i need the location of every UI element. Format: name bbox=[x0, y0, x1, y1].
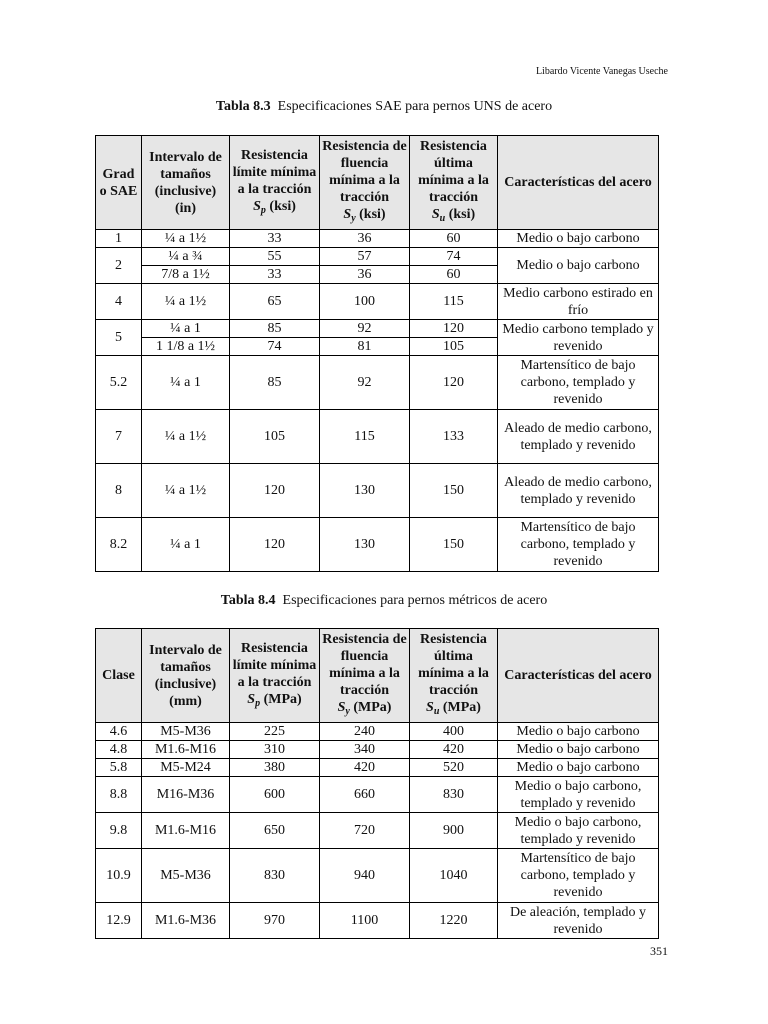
ultimate-cell: 74 bbox=[410, 248, 498, 266]
size-cell: 7/8 a 1½ bbox=[142, 266, 230, 284]
yield-cell: 340 bbox=[320, 741, 410, 759]
yield-cell: 130 bbox=[320, 518, 410, 572]
ultimate-cell: 105 bbox=[410, 338, 498, 356]
characteristics-cell: Medio carbono estirado en frío bbox=[498, 284, 659, 320]
yield-cell: 130 bbox=[320, 464, 410, 518]
table1-header-characteristics: Características del acero bbox=[498, 136, 659, 230]
proof-cell: 33 bbox=[230, 230, 320, 248]
size-cell: ¼ a 1 bbox=[142, 356, 230, 410]
yield-cell: 92 bbox=[320, 320, 410, 338]
table2-header-proof-symbol: S bbox=[247, 691, 256, 707]
ultimate-cell: 1040 bbox=[410, 849, 498, 903]
table-metric-bolt-specs bbox=[95, 628, 659, 939]
table1-header-yield-unit: (ksi) bbox=[359, 207, 386, 222]
yield-cell: 1100 bbox=[320, 903, 410, 939]
table-row bbox=[96, 813, 659, 849]
table-row bbox=[96, 410, 659, 464]
size-cell: M5-M36 bbox=[142, 723, 230, 741]
ultimate-cell: 900 bbox=[410, 813, 498, 849]
yield-cell: 240 bbox=[320, 723, 410, 741]
table2-header-characteristics: Características del acero bbox=[498, 629, 659, 723]
table-row bbox=[96, 284, 659, 320]
characteristics-cell: Medio o bajo carbono bbox=[498, 723, 659, 741]
ultimate-cell: 150 bbox=[410, 464, 498, 518]
proof-cell: 120 bbox=[230, 518, 320, 572]
proof-cell: 85 bbox=[230, 356, 320, 410]
running-header-author: Libardo Vicente Vanegas Useche bbox=[535, 66, 668, 77]
ultimate-cell: 420 bbox=[410, 741, 498, 759]
ultimate-cell: 133 bbox=[410, 410, 498, 464]
table1-header-yield-symbol: S bbox=[343, 207, 352, 222]
table1-header-proof-sub: p bbox=[260, 204, 266, 216]
table1-header-yield bbox=[320, 136, 410, 230]
characteristics-cell: Medio o bajo carbono bbox=[498, 230, 659, 248]
table2-caption-label: Tabla 8.4 bbox=[220, 593, 276, 608]
yield-cell: 720 bbox=[320, 813, 410, 849]
size-cell: M1.6-M16 bbox=[142, 813, 230, 849]
table1-caption-text: Especificaciones SAE para pernos UNS de acero bbox=[277, 99, 553, 114]
size-cell: ¼ a ¾ bbox=[142, 248, 230, 266]
grade-cell: 5.2 bbox=[96, 356, 142, 410]
ultimate-cell: 150 bbox=[410, 518, 498, 572]
yield-cell: 100 bbox=[320, 284, 410, 320]
size-cell: M1.6-M16 bbox=[142, 741, 230, 759]
yield-cell: 36 bbox=[320, 266, 410, 284]
yield-cell: 420 bbox=[320, 759, 410, 777]
table-row bbox=[96, 903, 659, 939]
table2-header-row bbox=[96, 629, 659, 723]
grade-cell: 7 bbox=[96, 410, 142, 464]
size-cell: ¼ a 1 bbox=[142, 518, 230, 572]
grade-cell: 4 bbox=[96, 284, 142, 320]
proof-cell: 55 bbox=[230, 248, 320, 266]
characteristics-cell: Aleado de medio carbono, templado y revenido bbox=[498, 464, 659, 518]
proof-cell: 85 bbox=[230, 320, 320, 338]
table-row bbox=[96, 759, 659, 777]
yield-cell: 57 bbox=[320, 248, 410, 266]
characteristics-cell: Martensítico de bajo carbono, templado y revenido bbox=[498, 518, 659, 572]
table-sae-bolt-specs bbox=[95, 135, 659, 572]
grade-cell: 5 bbox=[96, 320, 142, 356]
table1-caption-label: Tabla 8.3 bbox=[215, 99, 271, 114]
grade-cell: 9.8 bbox=[96, 813, 142, 849]
table-row bbox=[96, 356, 659, 410]
proof-cell: 105 bbox=[230, 410, 320, 464]
table1-header-proof bbox=[230, 136, 320, 230]
table-row bbox=[96, 518, 659, 572]
table2-header-proof-text: Resistencia límite mínima a la tracción bbox=[232, 640, 317, 690]
table2-caption-text: Especificaciones para pernos métricos de acero bbox=[282, 593, 548, 608]
grade-cell: 4.8 bbox=[96, 741, 142, 759]
grade-cell: 8.2 bbox=[96, 518, 142, 572]
size-cell: M16-M36 bbox=[142, 777, 230, 813]
ultimate-cell: 60 bbox=[410, 230, 498, 248]
ultimate-cell: 120 bbox=[410, 320, 498, 338]
characteristics-cell: Medio o bajo carbono, templado y revenido bbox=[498, 813, 659, 849]
ultimate-cell: 60 bbox=[410, 266, 498, 284]
size-cell: ¼ a 1½ bbox=[142, 410, 230, 464]
table1-header-proof-symbol: S bbox=[253, 198, 261, 214]
grade-cell: 5.8 bbox=[96, 759, 142, 777]
size-cell: M5-M24 bbox=[142, 759, 230, 777]
table1-header-ultimate bbox=[410, 136, 498, 230]
proof-cell: 380 bbox=[230, 759, 320, 777]
ultimate-cell: 120 bbox=[410, 356, 498, 410]
ultimate-cell: 830 bbox=[410, 777, 498, 813]
grade-cell: 1 bbox=[96, 230, 142, 248]
characteristics-cell: Medio o bajo carbono bbox=[498, 759, 659, 777]
grade-cell: 8 bbox=[96, 464, 142, 518]
table2-header-ult-sub: u bbox=[433, 706, 440, 717]
table1-header-grade: Grad o SAE bbox=[96, 136, 142, 230]
proof-cell: 650 bbox=[230, 813, 320, 849]
ultimate-cell: 400 bbox=[410, 723, 498, 741]
table1-header-proof-unit: (ksi) bbox=[269, 198, 296, 214]
proof-cell: 310 bbox=[230, 741, 320, 759]
table-row bbox=[96, 741, 659, 759]
characteristics-cell: De aleación, templado y revenido bbox=[498, 903, 659, 939]
table1-header-proof-text: Resistencia límite mínima a la tracción bbox=[232, 147, 317, 197]
ultimate-cell: 115 bbox=[410, 284, 498, 320]
size-cell: ¼ a 1½ bbox=[142, 284, 230, 320]
table2-header-yield-unit: (MPa) bbox=[353, 700, 392, 715]
proof-cell: 33 bbox=[230, 266, 320, 284]
table2-header-yield-symbol: S bbox=[337, 700, 346, 715]
size-cell: M5-M36 bbox=[142, 849, 230, 903]
size-cell: M1.6-M36 bbox=[142, 903, 230, 939]
size-cell: 1 1/8 a 1½ bbox=[142, 338, 230, 356]
proof-cell: 970 bbox=[230, 903, 320, 939]
table-row bbox=[96, 777, 659, 813]
yield-cell: 940 bbox=[320, 849, 410, 903]
table1-caption bbox=[0, 99, 768, 115]
table2-header-proof-sub: p bbox=[255, 697, 261, 709]
table2-header-yield-sub: y bbox=[345, 706, 350, 717]
proof-cell: 830 bbox=[230, 849, 320, 903]
table-row bbox=[96, 723, 659, 741]
grade-cell: 10.9 bbox=[96, 849, 142, 903]
characteristics-cell: Martensítico de bajo carbono, templado y revenido bbox=[498, 356, 659, 410]
table-row bbox=[96, 849, 659, 903]
table2-header-grade: Clase bbox=[96, 629, 142, 723]
table1-header-size: Intervalo de tamaños (inclusive) (in) bbox=[142, 136, 230, 230]
yield-cell: 92 bbox=[320, 356, 410, 410]
yield-cell: 660 bbox=[320, 777, 410, 813]
table2-header-yield bbox=[320, 629, 410, 723]
characteristics-cell: Medio o bajo carbono, templado y revenido bbox=[498, 777, 659, 813]
ultimate-cell: 520 bbox=[410, 759, 498, 777]
characteristics-cell: Medio o bajo carbono bbox=[498, 741, 659, 759]
table2-header-proof bbox=[230, 629, 320, 723]
table2-header-proof-unit: (MPa) bbox=[263, 691, 302, 707]
ultimate-cell: 1220 bbox=[410, 903, 498, 939]
grade-cell: 4.6 bbox=[96, 723, 142, 741]
proof-cell: 65 bbox=[230, 284, 320, 320]
table1-header-yield-sub: y bbox=[351, 213, 356, 224]
yield-cell: 115 bbox=[320, 410, 410, 464]
proof-cell: 600 bbox=[230, 777, 320, 813]
table2-header-size: Intervalo de tamaños (inclusive) (mm) bbox=[142, 629, 230, 723]
proof-cell: 74 bbox=[230, 338, 320, 356]
table-row bbox=[96, 464, 659, 518]
table2-header-ult-unit: (MPa) bbox=[442, 700, 481, 715]
grade-cell: 8.8 bbox=[96, 777, 142, 813]
yield-cell: 36 bbox=[320, 230, 410, 248]
table1-header-ult-unit: (ksi) bbox=[448, 207, 476, 222]
table1-header-yield-text: Resistencia de fluencia mínima a la tracción bbox=[322, 139, 407, 205]
table2-header-ult-text: Resistencia última mínima a la tracción bbox=[418, 632, 489, 698]
table2-header-yield-text: Resistencia de fluencia mínima a la tracción bbox=[322, 632, 407, 698]
proof-cell: 120 bbox=[230, 464, 320, 518]
table1-header-row bbox=[96, 136, 659, 230]
table2-header-ultimate bbox=[410, 629, 498, 723]
size-cell: ¼ a 1½ bbox=[142, 464, 230, 518]
table1-header-ult-symbol: S bbox=[431, 207, 440, 222]
characteristics-cell: Aleado de medio carbono, templado y revenido bbox=[498, 410, 659, 464]
characteristics-cell: Medio carbono templado y revenido bbox=[498, 320, 659, 356]
yield-cell: 81 bbox=[320, 338, 410, 356]
page-number: 351 bbox=[650, 944, 668, 958]
grade-cell: 2 bbox=[96, 248, 142, 284]
proof-cell: 225 bbox=[230, 723, 320, 741]
table2-caption bbox=[0, 593, 768, 609]
table-row bbox=[96, 248, 659, 266]
characteristics-cell: Martensítico de bajo carbono, templado y revenido bbox=[498, 849, 659, 903]
characteristics-cell: Medio o bajo carbono bbox=[498, 248, 659, 284]
table2-header-ult-symbol: S bbox=[426, 700, 434, 715]
table1-header-ult-sub: u bbox=[439, 213, 446, 224]
size-cell: ¼ a 1½ bbox=[142, 230, 230, 248]
table-row bbox=[96, 230, 659, 248]
table1-header-ult-text: Resistencia última mínima a la tracción bbox=[418, 139, 489, 205]
size-cell: ¼ a 1 bbox=[142, 320, 230, 338]
table-row bbox=[96, 320, 659, 338]
grade-cell: 12.9 bbox=[96, 903, 142, 939]
